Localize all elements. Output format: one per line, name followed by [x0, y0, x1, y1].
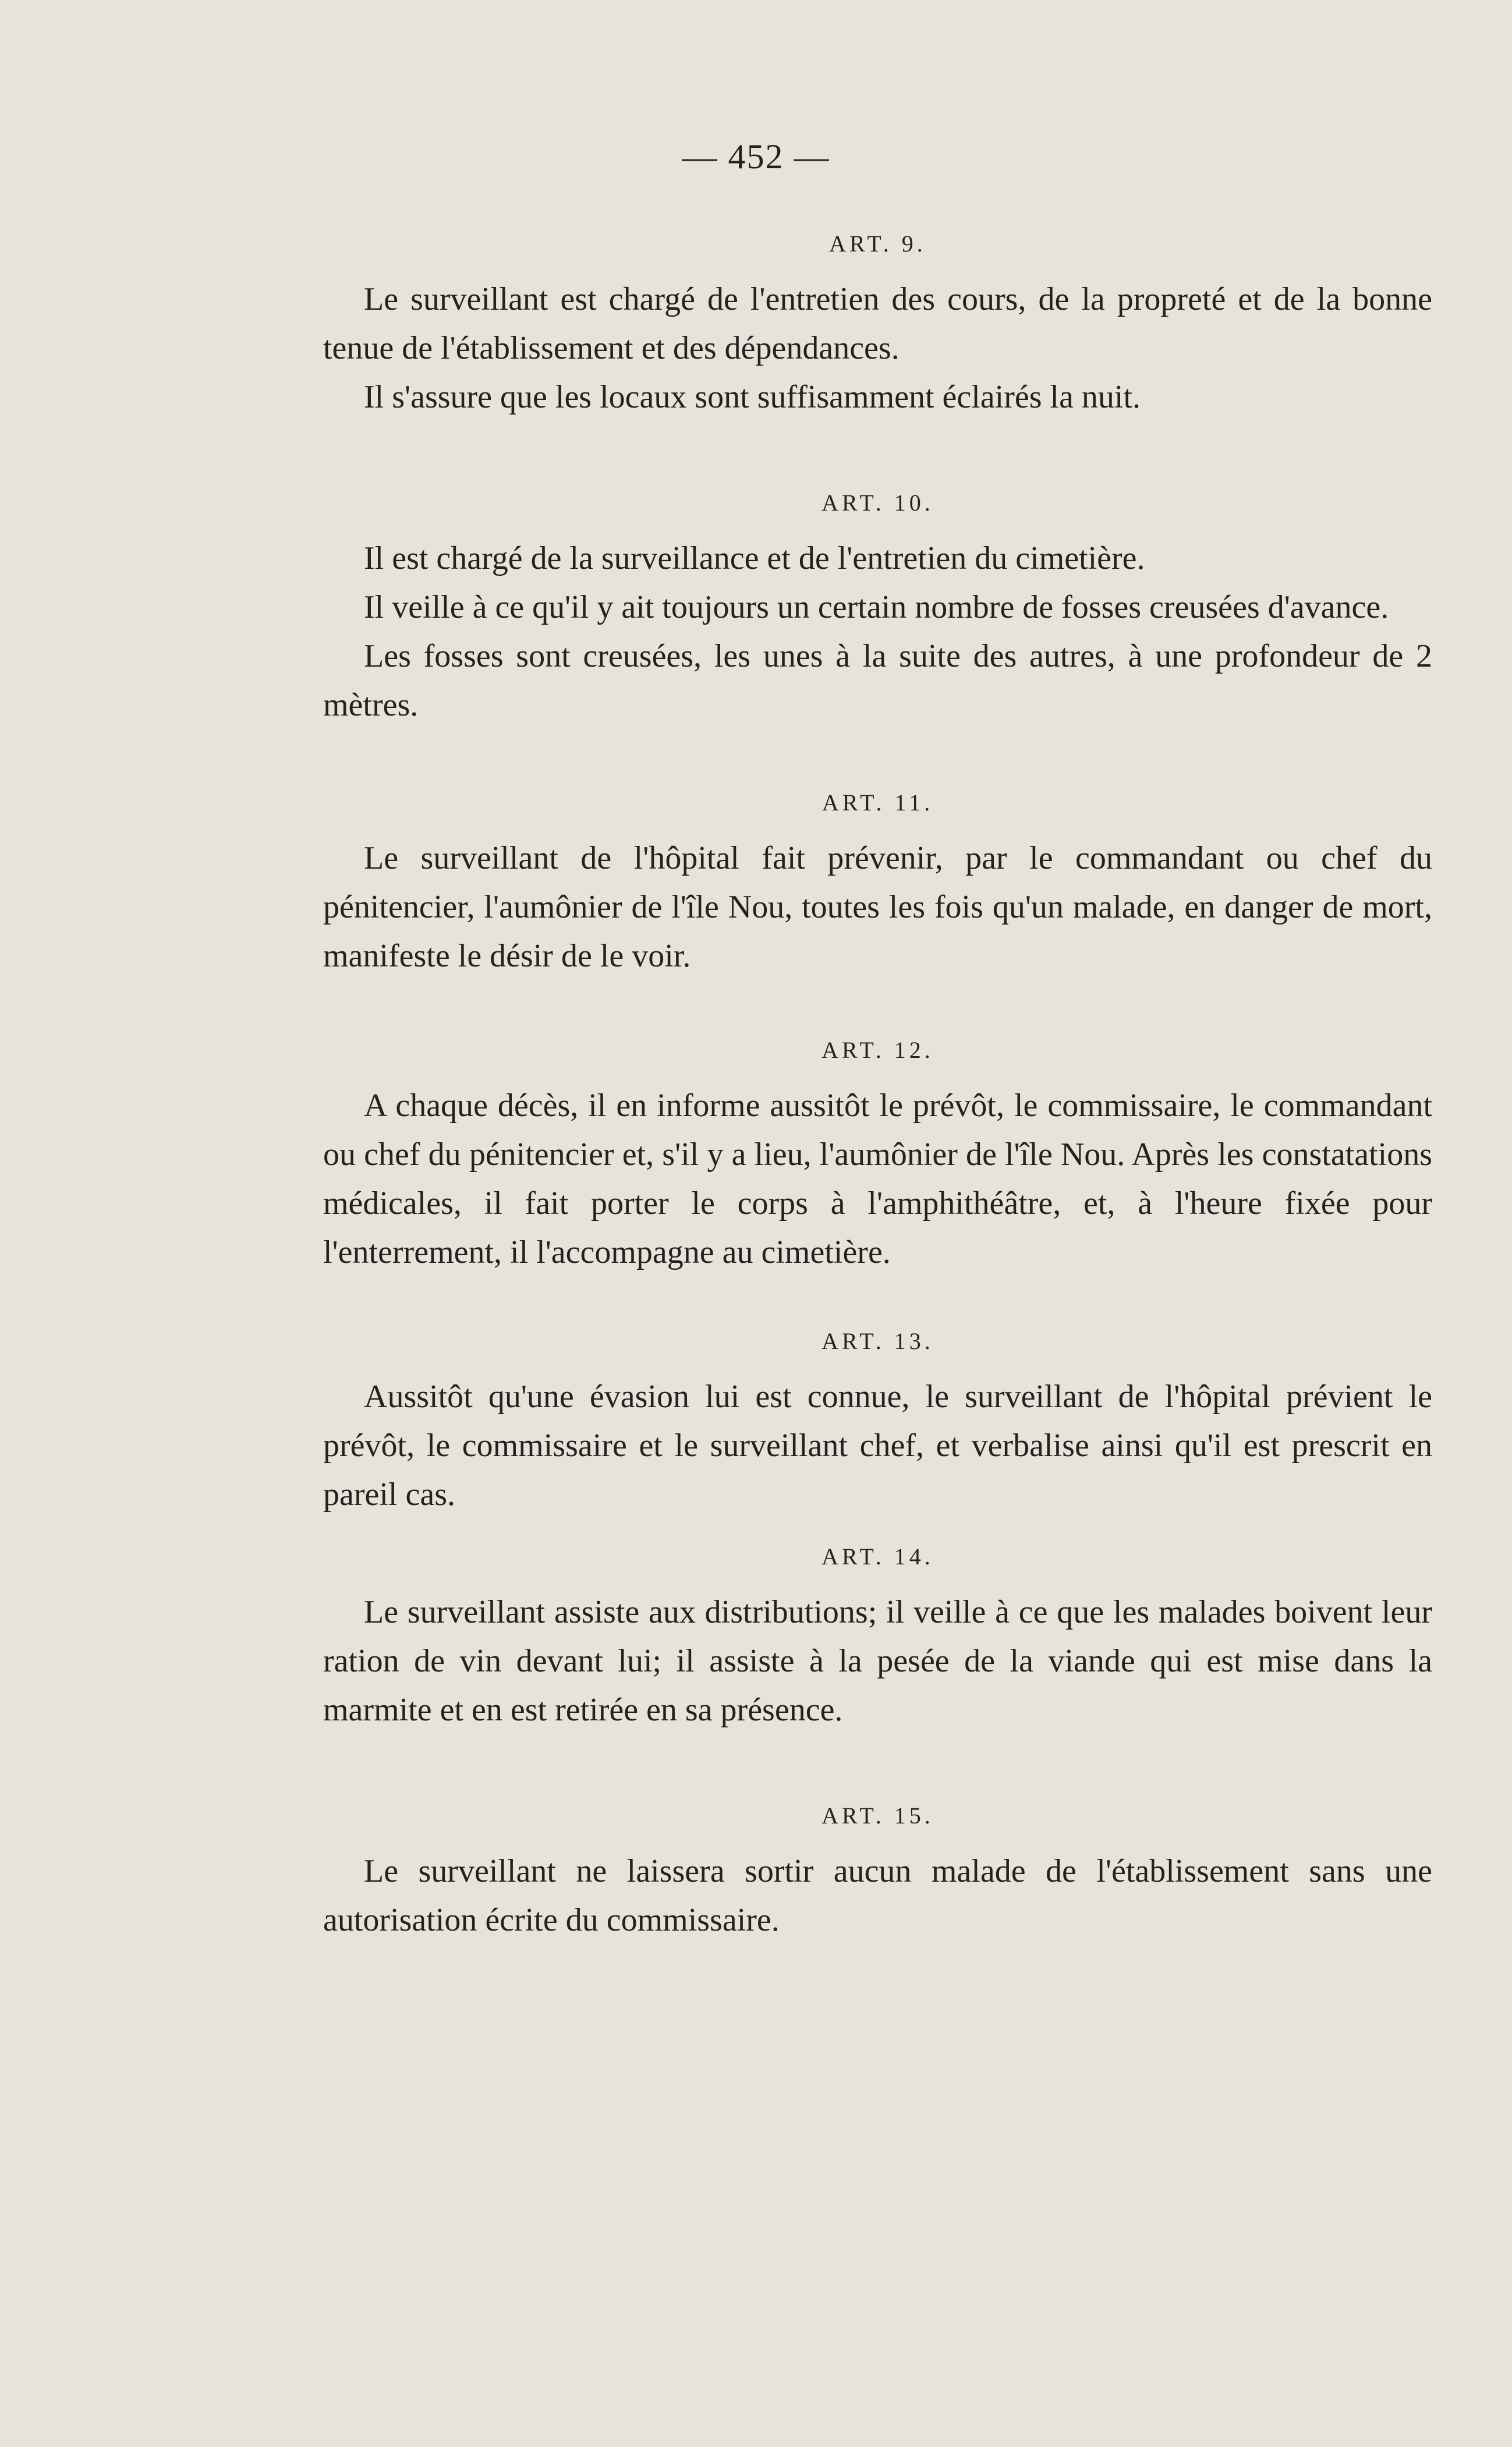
article-15	[323, 1802, 1432, 1945]
article-paragraph: Il veille à ce qu'il y ait toujours un certain nombre de fosses creusées d'avance.	[364, 589, 1389, 625]
article-heading: ART. 10.	[821, 490, 934, 516]
article-10	[323, 489, 1432, 730]
article-heading: ART. 13.	[821, 1328, 934, 1354]
article-paragraph: Il s'assure que les locaux sont suffisamment éclairés la nuit.	[364, 379, 1141, 415]
article-heading: ART. 11.	[821, 789, 934, 816]
article-paragraph: Il est chargé de la surveillance et de l'entretien du cimetière.	[364, 540, 1145, 576]
article-paragraph: Les fosses sont creusées, les unes à la suite des autres, à une profondeur de 2 mètres.	[323, 638, 1432, 723]
article-paragraph: Aussitôt qu'une évasion lui est connue, le surveillant de l'hôpital prévient le prévôt, le commissaire et le surveillant chef, et verbalise ainsi qu'il est prescrit en pareil cas.	[323, 1379, 1432, 1513]
article-14	[323, 1543, 1432, 1734]
article-heading: ART. 14.	[821, 1543, 934, 1570]
article-paragraph: Le surveillant est chargé de l'entretien des cours, de la propreté et de la bonne tenue de l'établissement et des dépendances.	[323, 281, 1432, 366]
article-heading: ART. 12.	[821, 1037, 934, 1063]
article-paragraph: Le surveillant de l'hôpital fait prévenir, par le commandant ou chef du pénitencier, l'aumônier de l'île Nou, toutes les fois qu'un malade, en danger de mort, manifeste le désir de le voir.	[323, 840, 1432, 974]
page-number: — 452 —	[682, 137, 830, 176]
article-paragraph: Le surveillant assiste aux distributions; il veille à ce que les malades boivent leur ration de vin devant lui; il assiste à la pesée de la viande qui est mise dans la marmite et en est retirée en sa présence.	[323, 1594, 1432, 1728]
article-11	[323, 789, 1432, 980]
article-heading: ART. 15.	[821, 1803, 934, 1829]
article-12	[323, 1036, 1432, 1277]
article-9	[323, 230, 1432, 422]
article-13	[323, 1327, 1432, 1519]
article-heading: ART. 9.	[829, 231, 926, 257]
article-paragraph: Le surveillant ne laissera sortir aucun malade de l'établissement sans une autorisation écrite du commissaire.	[323, 1853, 1432, 1938]
article-paragraph: A chaque décès, il en informe aussitôt le prévôt, le commissaire, le commandant ou chef du pénitencier et, s'il y a lieu, l'aumônier de l'île Nou. Après les constatations médicales, il fait porter le corps à l'amphithéâtre, et, à l'heure fixée pour l'enterrement, il l'accompagne au cimetière.	[323, 1088, 1432, 1270]
